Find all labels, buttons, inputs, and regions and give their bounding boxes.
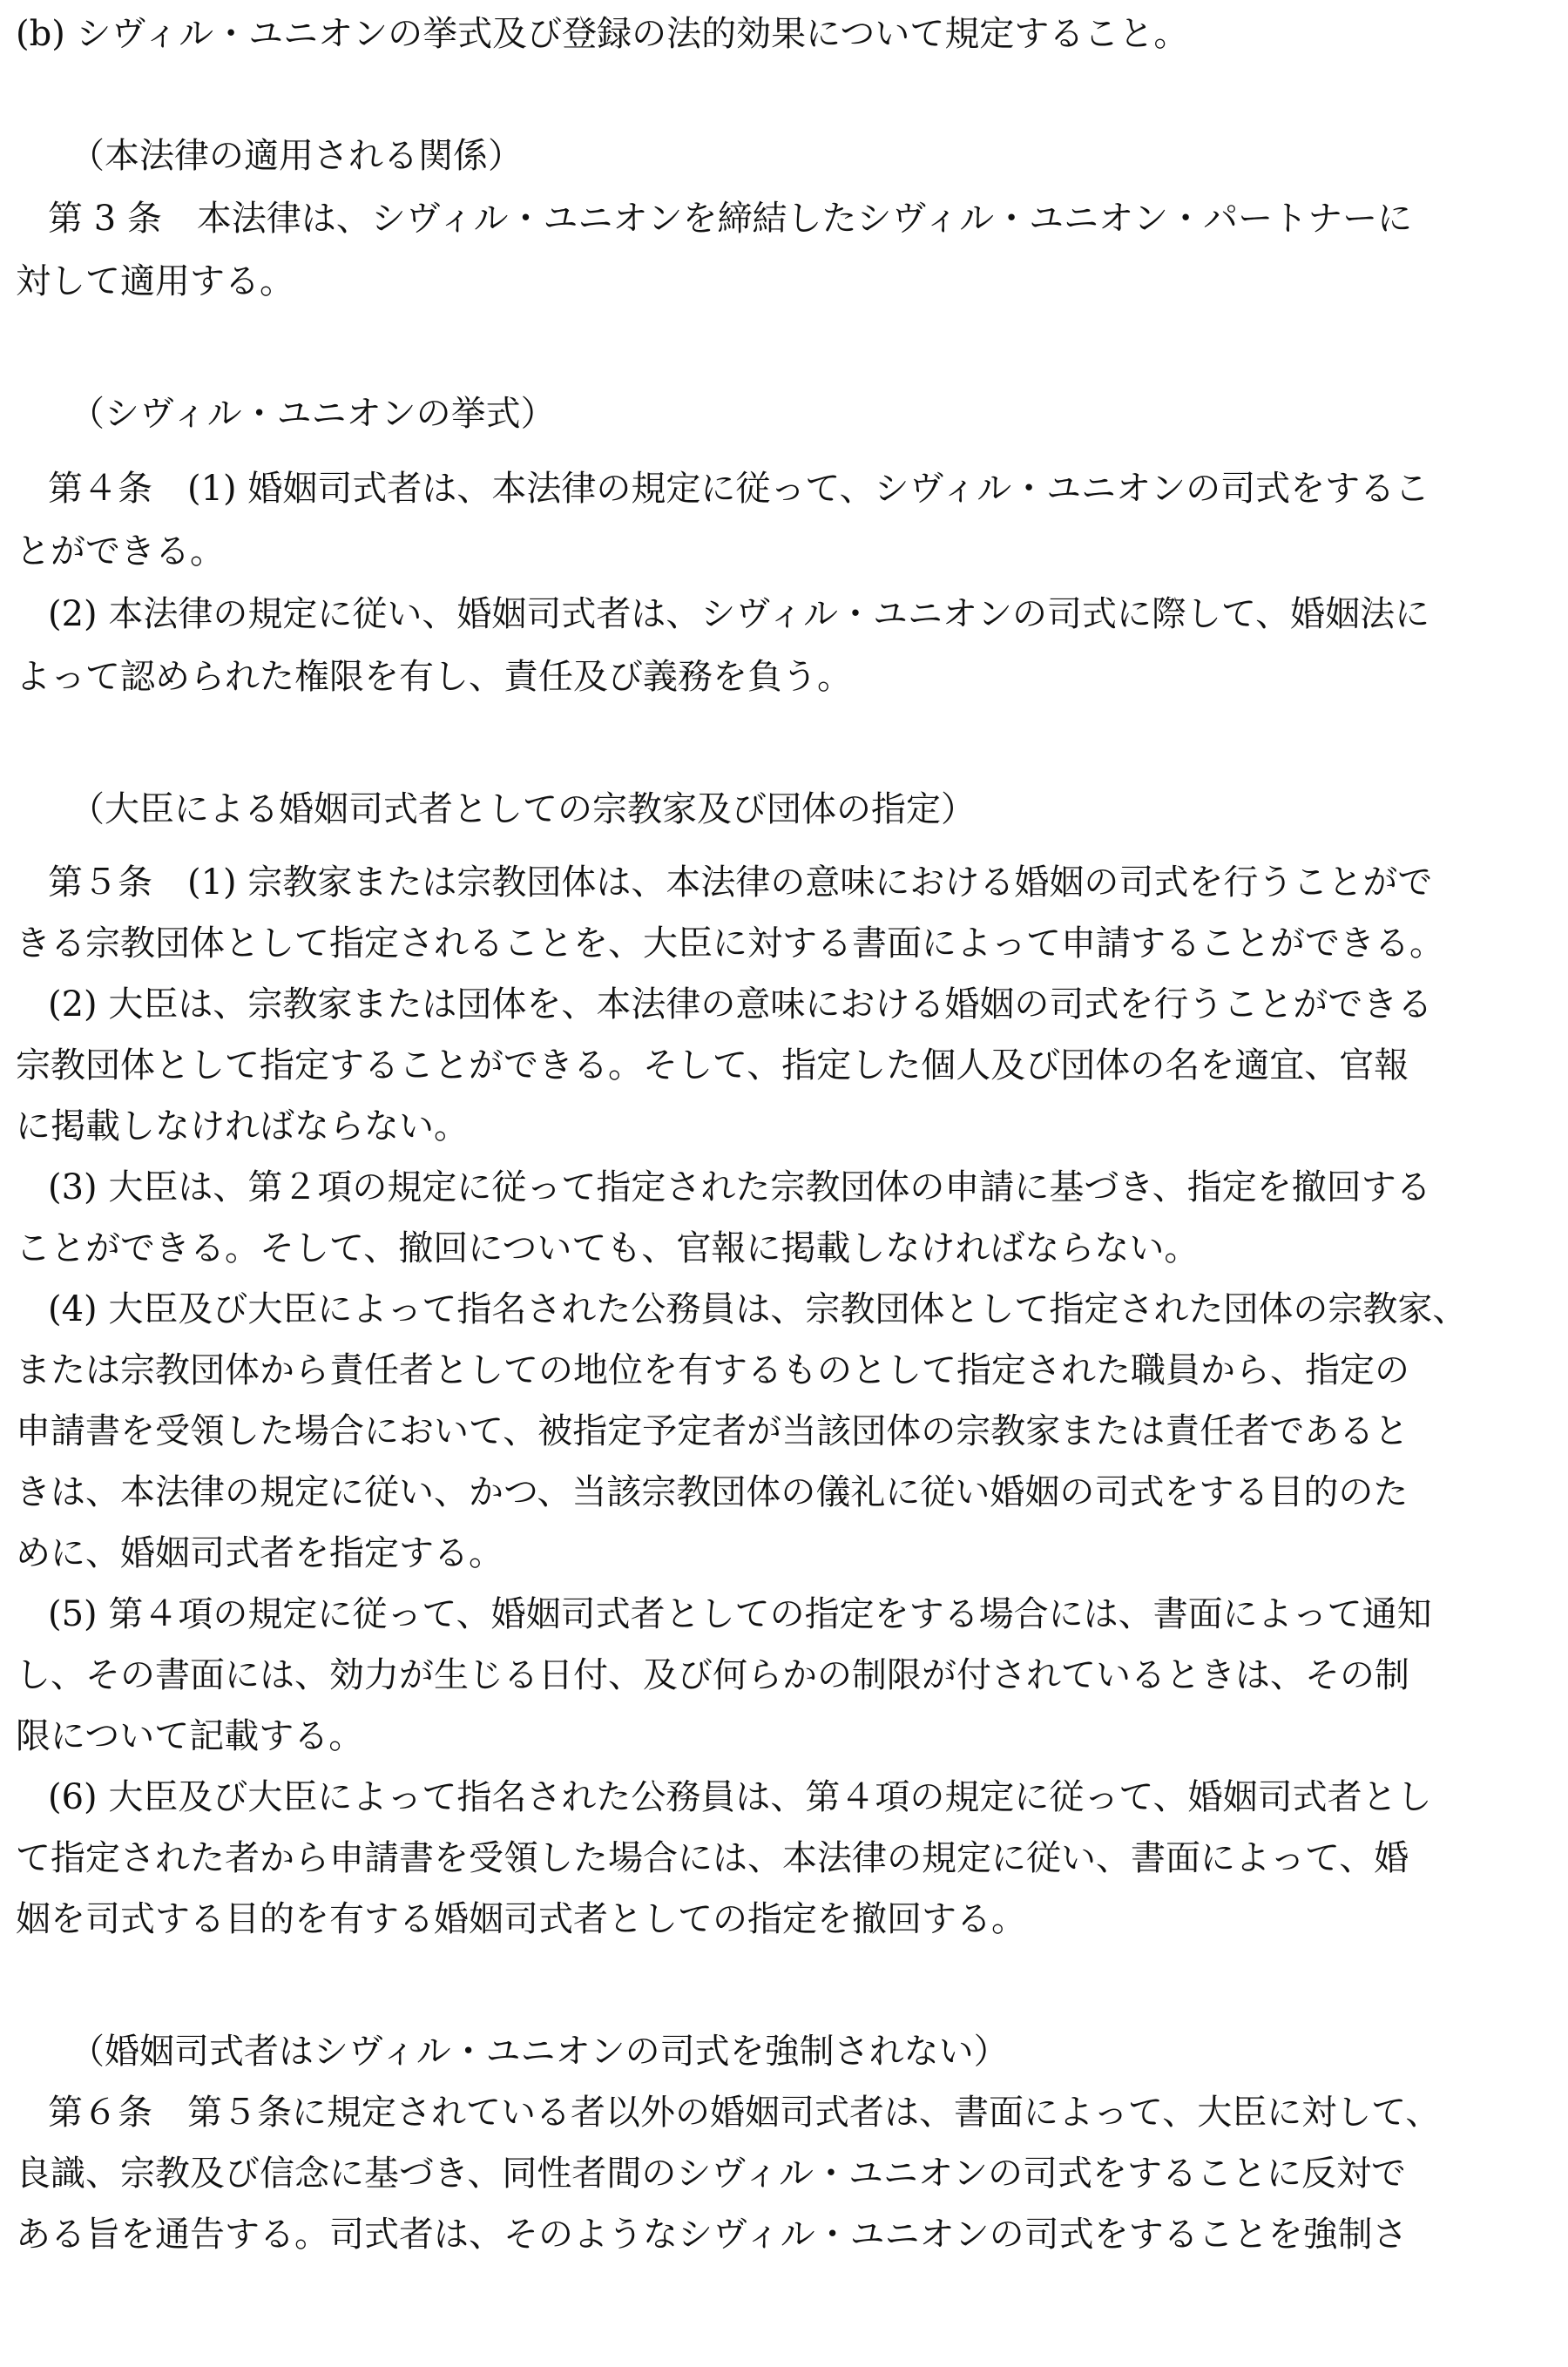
article-line: (2) 大臣は、宗教家または団体を、本法律の意味における婚姻の司式を行うことができる — [48, 984, 1433, 1025]
section-heading: （大臣による婚姻司式者としての宗教家及び団体の指定） — [70, 789, 976, 829]
article-line: 第６条 第５条に規定されている者以外の婚姻司式者は、書面によって、大臣に対して、 — [48, 2093, 1441, 2133]
text-line: めに、婚姻司式者を指定する。 — [16, 1533, 504, 1573]
text-line: 対して適用する。 — [16, 261, 294, 301]
text-line: (b) シヴィル・ユニオンの挙式及び登録の法的効果について規定すること。 — [16, 14, 1189, 54]
article-line: 第５条 (1) 宗教家または宗教団体は、本法律の意味における婚姻の司式を行うことがで — [48, 862, 1433, 903]
text-line: ことができる。そして、撤回についても、官報に掲載しなければならない。 — [16, 1228, 1200, 1268]
text-line: し、その書面には、効力が生じる日付、及び何らかの制限が付されているときは、その制 — [16, 1655, 1409, 1695]
text-line: きは、本法律の規定に従い、かつ、当該宗教団体の儀礼に従い婚姻の司式をする目的のた — [16, 1472, 1409, 1512]
article-line: (3) 大臣は、第２項の規定に従って指定された宗教団体の申請に基づき、指定を撤回する — [48, 1167, 1431, 1207]
article-line: 第４条 (1) 婚姻司式者は、本法律の規定に従って、シヴィル・ユニオンの司式をするこ — [48, 469, 1430, 509]
article-line: (4) 大臣及び大臣によって指名された公務員は、宗教団体として指定された団体の宗教家、 — [48, 1289, 1468, 1329]
text-line: よって認められた権限を有し、責任及び義務を負う。 — [16, 657, 852, 697]
section-heading: （婚姻司式者はシヴィル・ユニオンの司式を強制されない） — [70, 2032, 1009, 2072]
text-line: て指定された者から申請書を受領した場合には、本法律の規定に従い、書面によって、婚 — [16, 1838, 1409, 1878]
text-line: 申請書を受領した場合において、被指定予定者が当該団体の宗教家または責任者であると — [16, 1411, 1409, 1451]
article-line: 第 3 条 本法律は、シヴィル・ユニオンを締結したシヴィル・ユニオン・パートナーに — [48, 199, 1413, 239]
text-line: ある旨を通告する。司式者は、そのようなシヴィル・ユニオンの司式をすることを強制さ — [16, 2215, 1408, 2255]
text-line: または宗教団体から責任者としての地位を有するものとして指定された職員から、指定の — [16, 1350, 1409, 1390]
text-line: とができる。 — [16, 531, 225, 571]
article-line: (6) 大臣及び大臣によって指名された公務員は、第４項の規定に従って、婚姻司式者とし — [48, 1777, 1432, 1817]
text-line: 良識、宗教及び信念に基づき、同性者間のシヴィル・ユニオンの司式をすることに反対で — [16, 2154, 1406, 2194]
text-line: 宗教団体として指定することができる。そして、指定した個人及び団体の名を適宜、官報 — [16, 1045, 1409, 1085]
section-heading: （本法律の適用される関係） — [70, 136, 523, 176]
section-heading: （シヴィル・ユニオンの挙式） — [70, 394, 556, 434]
text-line: きる宗教団体として指定されることを、大臣に対する書面によって申請することができる。 — [16, 923, 1444, 964]
article-line: (2) 本法律の規定に従い、婚姻司式者は、シヴィル・ユニオンの司式に際して、婚姻法に — [48, 594, 1430, 634]
article-line: (5) 第４項の規定に従って、婚姻司式者としての指定をする場合には、書面によって通知 — [48, 1594, 1432, 1634]
text-line: に掲載しなければならない。 — [16, 1106, 469, 1146]
text-line: 姻を司式する目的を有する婚姻司式者としての指定を撤回する。 — [16, 1899, 1026, 1939]
text-line: 限について記載する。 — [16, 1716, 364, 1756]
